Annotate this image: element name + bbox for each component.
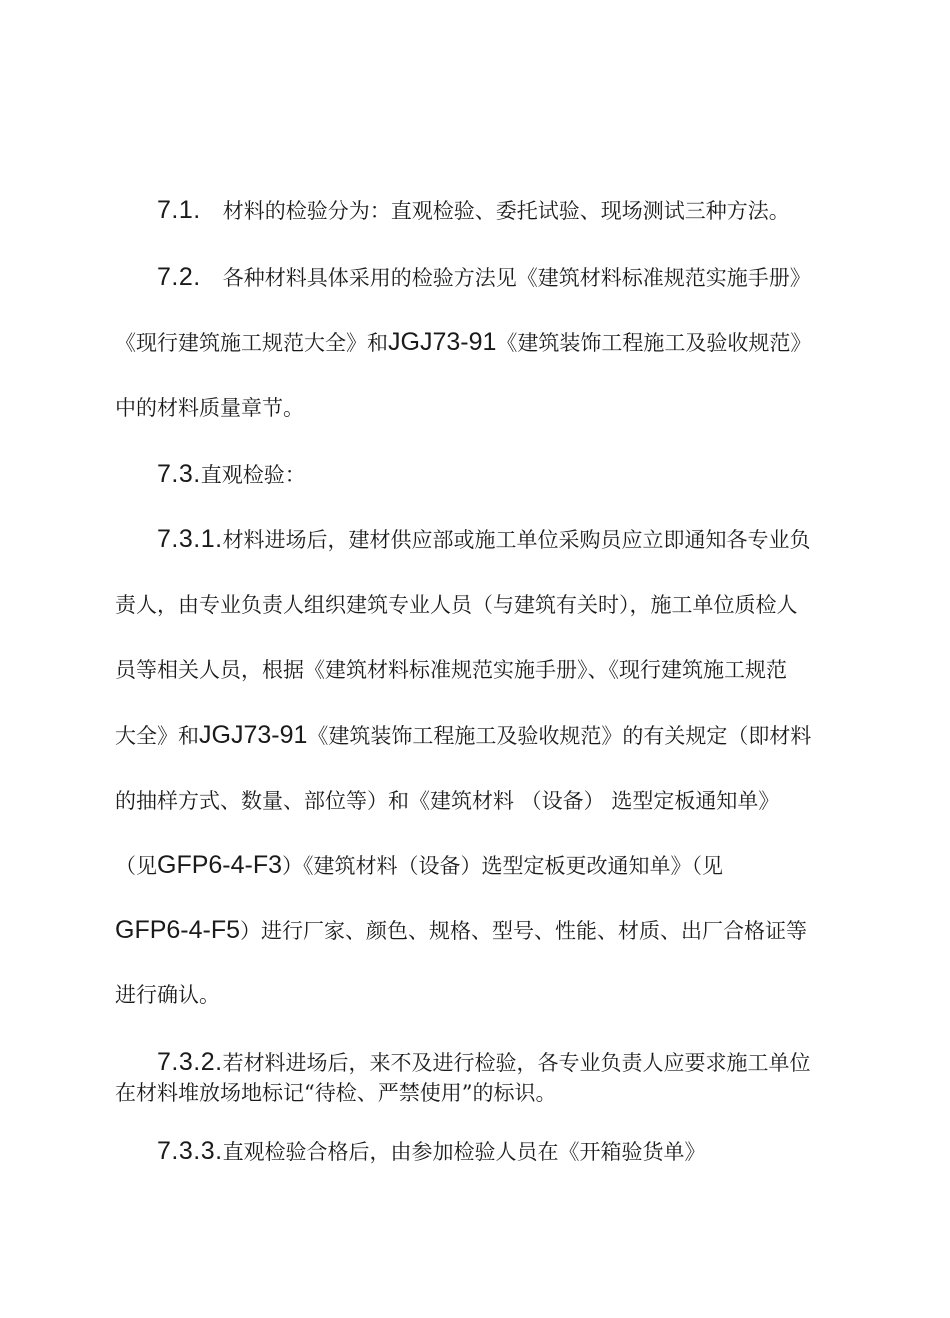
- paragraph-7-3: [157, 459, 850, 490]
- paragraph-text: 《现行建筑施工规范大全》和: [115, 331, 388, 355]
- paragraph-text: 员等相关人员，根据《建筑材料标准规范实施手册》、《现行建筑施工规范: [115, 658, 787, 682]
- paragraph-text: 《建筑装饰工程施工及验收规范》: [496, 331, 812, 355]
- paragraph-7-3-2-line-2: [115, 1078, 850, 1108]
- paragraph-text: 《建筑装饰工程施工及验收规范》的有关规定（即材料: [307, 724, 812, 748]
- paragraph-text: 各种材料具体采用的检验方法见《建筑材料标准规范实施手册》: [222, 266, 811, 290]
- section-number: 7.3.2.: [157, 1048, 223, 1076]
- paragraph-7-2-line-1: [157, 262, 850, 293]
- paragraph-7-3-1-line-8: [115, 980, 850, 1010]
- section-number: 7.2.: [157, 263, 201, 291]
- paragraph-7-3-1-line-1: [157, 524, 850, 555]
- paragraph-text: 的抽样方式、数量、部位等）和《建筑材料 （设备） 选型定板通知单》: [115, 789, 780, 813]
- paragraph-text: 中的材料质量章节。: [115, 396, 304, 420]
- paragraph-7-3-1-line-5: [115, 786, 850, 816]
- standard-code: JGJ73-91: [199, 721, 308, 749]
- paragraph-7-3-3: [157, 1136, 850, 1167]
- paragraph-7-3-2-line-1: [157, 1047, 850, 1078]
- section-number: 7.3.: [157, 460, 201, 488]
- paragraph-text: 在材料堆放场地标记“待检、严禁使用”的标识。: [115, 1081, 557, 1105]
- paragraph-7-2-line-2: [115, 327, 850, 358]
- paragraph-text: 材料的检验分为：直观检验、委托试验、现场测试三种方法。: [222, 199, 790, 223]
- standard-code: JGJ73-91: [388, 328, 497, 356]
- paragraph-text: ）《建筑材料（设备）选型定板更改通知单》（见: [282, 854, 724, 878]
- paragraph-text: 进行确认。: [115, 983, 220, 1007]
- form-code: GFP6-4-F5: [115, 916, 241, 944]
- form-code: GFP6-4-F3: [157, 851, 283, 879]
- paragraph-7-3-1-line-3: [115, 655, 850, 685]
- section-number: 7.1.: [157, 196, 201, 224]
- section-number: 7.3.3.: [157, 1137, 223, 1165]
- paragraph-text: 直观检验合格后，由参加检验人员在《开箱验货单》: [222, 1140, 706, 1164]
- paragraph-text: ）进行厂家、颜色、规格、型号、性能、材质、出厂合格证等: [240, 919, 808, 943]
- paragraph-text: 若材料进场后，来不及进行检验，各专业负责人应要求施工单位: [222, 1051, 811, 1075]
- paragraph-7-3-1-line-6: [115, 850, 850, 881]
- paragraph-text: 材料进场后，建材供应部或施工单位采购员应立即通知各专业负: [222, 528, 811, 552]
- paragraph-text: （见: [115, 854, 157, 878]
- paragraph-7-3-1-line-2: [115, 590, 850, 620]
- paragraph-text: 责人，由专业负责人组织建筑专业人员（与建筑有关时），施工单位质检人: [115, 593, 798, 617]
- paragraph-text: 大全》和: [115, 724, 199, 748]
- paragraph-text: 直观检验：: [200, 463, 306, 487]
- paragraph-7-3-1-line-7: [115, 915, 850, 946]
- paragraph-7-2-line-3: [115, 393, 850, 423]
- section-number: 7.3.1.: [157, 525, 223, 553]
- paragraph-7-3-1-line-4: [115, 720, 850, 751]
- paragraph-7-1: [157, 195, 850, 226]
